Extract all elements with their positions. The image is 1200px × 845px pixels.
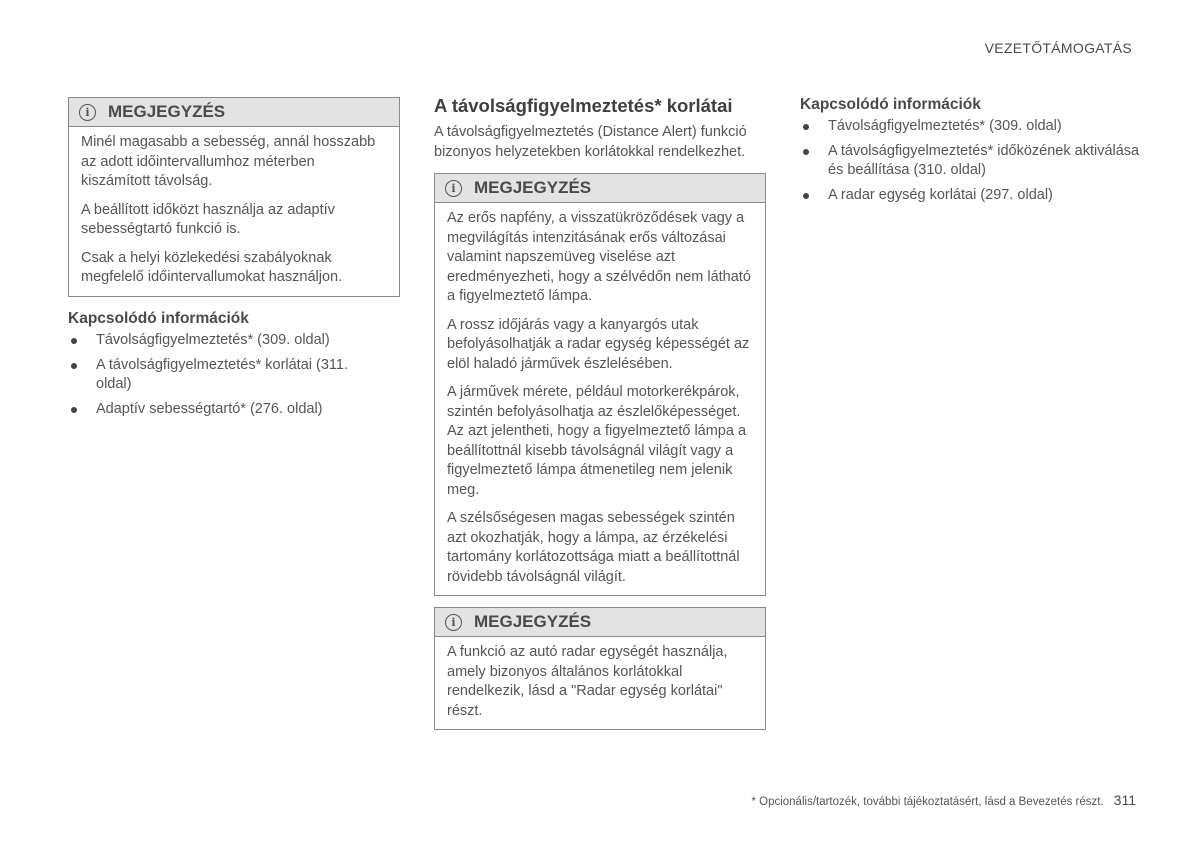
related-heading: Kapcsolódó információk <box>800 96 981 113</box>
footer <box>751 792 1136 808</box>
note-paragraph: A beállított időközt használja az adaptív sebességtartó funkció is. <box>81 201 335 237</box>
info-icon: i <box>445 614 462 631</box>
note-paragraph: Csak a helyi közlekedési szabályoknak megfelelő időintervallumokat használjon. <box>81 249 343 285</box>
page-number: 311 <box>1113 792 1136 808</box>
note-paragraph: A rossz időjárás vagy a kanyargós utak befolyásolhatják a radar egység képességét az elöl haladó járművek észlelésében. <box>447 316 750 372</box>
note-paragraph: Minél magasabb a sebesség, annál hosszabb az adott időintervallumhoz méterben kiszámított távolság. <box>81 134 376 189</box>
note-box <box>434 607 766 730</box>
related-list <box>68 331 368 419</box>
note-body <box>69 127 399 296</box>
footnote: * Opcionális/tartozék, további tájékoztatásért, lásd a Bevezetés részt. <box>751 796 1104 808</box>
related-link[interactable]: A távolságfigyelmeztetés* korlátai (311. oldal) <box>68 356 368 394</box>
article-intro: A távolságfigyelmeztetés (Distance Alert) funkció bizonyos helyzetekben korlátokkal rendelkezhet. <box>434 124 747 160</box>
article-header <box>434 95 766 162</box>
section-header: VEZETŐTÁMOGATÁS <box>984 40 1132 56</box>
note-paragraph: Az erős napfény, a visszatükröződések vagy a megvilágítás intenzitásának erős változásai valamint napszemüveg viselése azt eredményezheti, hogy a szélvédőn nem látható a figyelmeztető lámpa. <box>447 210 751 304</box>
related-info <box>68 310 368 425</box>
related-link[interactable]: Távolságfigyelmeztetés* (309. oldal) <box>68 331 368 350</box>
related-list <box>800 117 1140 205</box>
related-heading: Kapcsolódó információk <box>68 310 249 327</box>
note-paragraph: A szélsőségesen magas sebességek szintén azt okozhatják, hogy a lámpa, az érzékelési tartomány korlátozottsága miatt a beállítottnál rövidebb távolságnál világít. <box>447 510 740 585</box>
note-body <box>435 203 765 595</box>
note-paragraph: A járművek mérete, például motorkerékpárok, szintén befolyásolhatja az észlelőképességet. Az azt jelentheti, hogy a figyelmeztető lámpa a beállítottnál kisebb távolságnál világít vagy a figyelmeztető lámpa átmenetileg nem jelenik meg. <box>447 384 747 498</box>
related-info <box>800 96 1140 211</box>
related-link[interactable]: Adaptív sebességtartó* (276. oldal) <box>68 400 368 419</box>
related-link[interactable]: A radar egység korlátai (297. oldal) <box>800 186 1140 205</box>
related-link[interactable]: Távolságfigyelmeztetés* (309. oldal) <box>800 117 1140 136</box>
note-header <box>435 608 765 637</box>
info-icon: i <box>79 104 96 121</box>
note-title: MEGJEGYZÉS <box>108 102 226 121</box>
note-title: MEGJEGYZÉS <box>474 612 592 631</box>
related-link[interactable]: A távolságfigyelmeztetés* időközének aktiválása és beállítása (310. oldal) <box>800 142 1140 180</box>
note-box <box>68 97 400 297</box>
note-box <box>434 173 766 596</box>
note-header <box>69 98 399 127</box>
article-title: A távolságfigyelmeztetés* korlátai <box>434 95 733 116</box>
note-header <box>435 174 765 203</box>
note-body <box>435 637 765 729</box>
note-title: MEGJEGYZÉS <box>474 178 592 197</box>
note-paragraph: A funkció az autó radar egységét használja, amely bizonyos általános korlátokkal rendelkezik, lásd a "Radar egység korlátai" részt. <box>447 644 728 719</box>
info-icon: i <box>445 180 462 197</box>
